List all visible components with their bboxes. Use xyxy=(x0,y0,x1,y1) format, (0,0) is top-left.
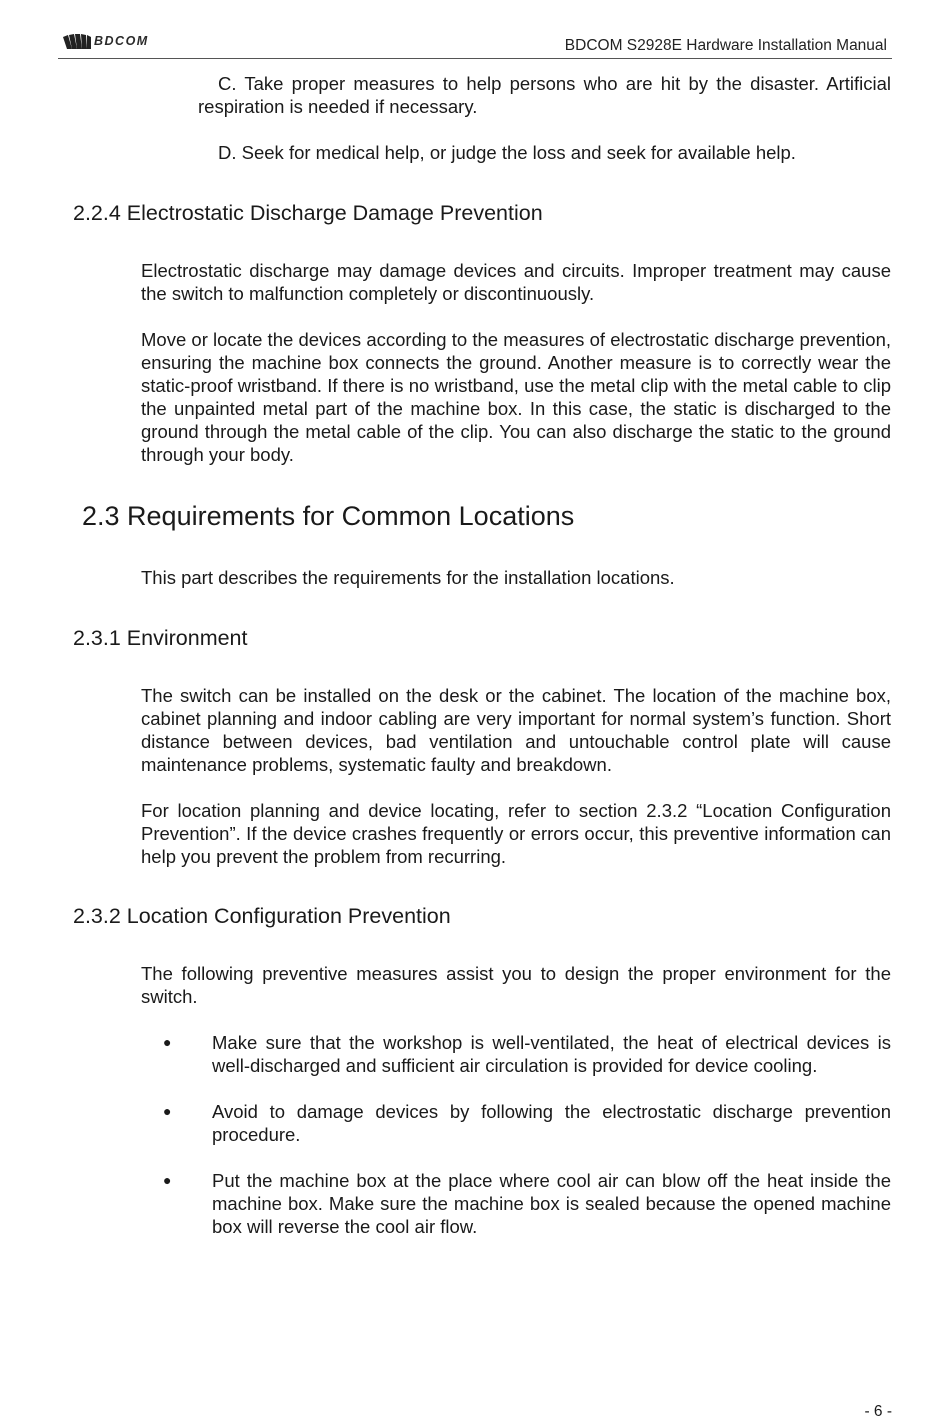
header-title: BDCOM S2928E Hardware Installation Manual xyxy=(564,37,887,54)
heading-2-2-4: 2.2.4 Electrostatic Discharge Damage Prevention xyxy=(73,201,543,225)
bullet-icon: ● xyxy=(163,1103,172,1119)
paragraph-d: D. Seek for medical help, or judge the loss and seek for available help. xyxy=(218,142,796,163)
environment-paragraph-2: For location planning and device locating, refer to section 2.3.2 “Location Configuration Prevention”. If the device crashes frequently or errors occur, this preventive information can help you prevent the problem from recurring. xyxy=(141,800,891,867)
heading-2-3: 2.3 Requirements for Common Locations xyxy=(82,501,575,531)
bullet-item-2: Avoid to damage devices by following the electrostatic discharge prevention procedure. xyxy=(212,1101,891,1145)
locations-paragraph: This part describes the requirements for the installation locations. xyxy=(141,567,675,588)
bullet-icon: ● xyxy=(163,1172,172,1188)
page-number: - 6 - xyxy=(864,1403,892,1420)
esd-paragraph-1: Electrostatic discharge may damage devices and circuits. Improper treatment may cause the switch to malfunction completely or discontinuously. xyxy=(141,260,891,304)
bdcom-logo-icon xyxy=(63,31,91,51)
logo-text: BDCOM xyxy=(94,34,149,48)
bullet-item-1: Make sure that the workshop is well-ventilated, the heat of electrical devices is well-discharged and sufficient air circulation is provided for device cooling. xyxy=(212,1032,891,1076)
environment-paragraph-1: The switch can be installed on the desk or the cabinet. The location of the machine box, cabinet planning and indoor cabling are very important for normal system’s function. Short distance between devices, bad ventilation and untouchable control plate will cause maintenance problems, systematic faulty and breakdown. xyxy=(141,685,891,775)
bullet-icon: ● xyxy=(163,1034,172,1050)
bullet-item-3: Put the machine box at the place where cool air can blow off the heat inside the machine box. Make sure the machine box is sealed because the opened machine box will reverse the cool air flow. xyxy=(212,1170,891,1237)
paragraph-c: C. Take proper measures to help persons who are hit by the disaster. Artificial respiration is needed if necessary. xyxy=(198,73,891,117)
esd-paragraph-2: Move or locate the devices according to the measures of electrostatic discharge prevention, ensuring the machine box connects the ground. Another measure is to correctly wear the static-proof wristband. If there is no wristband, use the metal clip with the metal cable to clip the unpainted metal part of the machine box. In this case, the static is discharged to the ground through the metal cable of the clip. You can also discharge the static to the ground through your body. xyxy=(141,329,891,465)
bdcom-logo xyxy=(63,30,149,52)
heading-2-3-1: 2.3.1 Environment xyxy=(73,626,248,650)
prevention-intro-paragraph: The following preventive measures assist you to design the proper environment for the switch. xyxy=(141,963,891,1007)
heading-2-3-2: 2.3.2 Location Configuration Prevention xyxy=(73,904,451,928)
header-divider xyxy=(58,58,892,59)
